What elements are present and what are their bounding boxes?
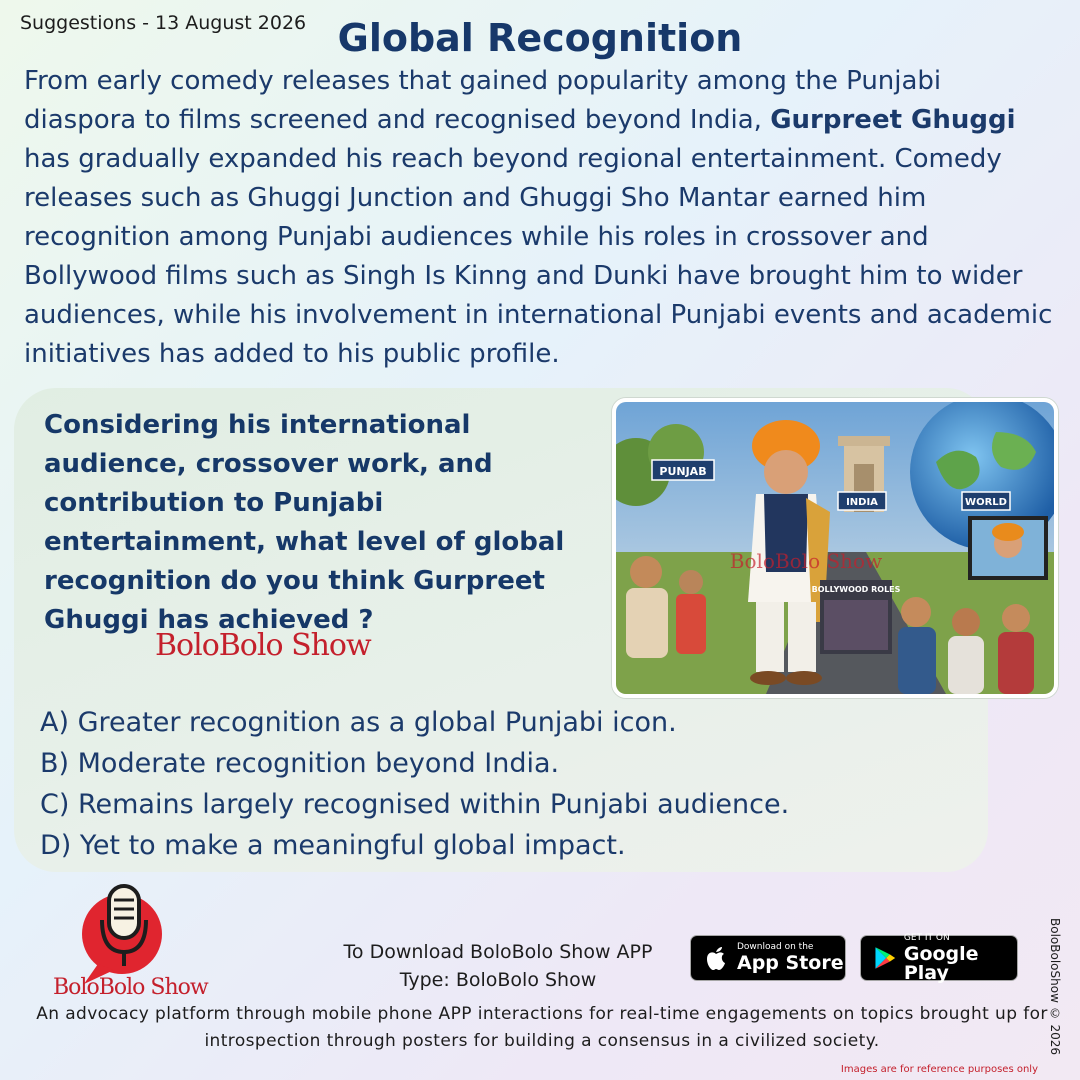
brand-wordmark: BoloBolo Show [155, 628, 371, 663]
option-b[interactable]: B) Moderate recognition beyond India. [40, 748, 560, 779]
option-d[interactable]: D) Yet to make a meaningful global impact. [40, 830, 626, 861]
illustration-artwork [616, 402, 1054, 694]
sign-india: INDIA [846, 497, 878, 508]
illustration-image [612, 398, 1058, 698]
sign-world: WORLD [965, 497, 1007, 508]
google-play-big-text: Google Play [903, 942, 979, 984]
image-watermark: BoloBolo Show [729, 549, 883, 573]
intro-paragraph [24, 62, 1054, 374]
brand-logo-text: BoloBolo Show [53, 975, 208, 1000]
page-title: Global Recognition [337, 16, 743, 60]
google-play-small-text: GET IT ON [903, 932, 950, 943]
option-a[interactable]: A) Greater recognition as a global Punjabi icon. [40, 707, 677, 738]
google-play-icon [871, 943, 898, 973]
answer-options [40, 702, 970, 866]
poll-question: Considering his international audience, crossover work, and contribution to Punjabi entertainment, what level of global recognition do you think Gurpreet Ghuggi has achieved ? [44, 410, 565, 635]
poster-label: BOLLYWOOD ROLES [811, 585, 901, 594]
intro-highlight-name: Gurpreet Ghuggi [770, 105, 1016, 135]
app-store-big-text: App Store [737, 952, 844, 974]
date-label: Suggestions - 13 August 2026 [20, 12, 307, 34]
option-c[interactable]: C) Remains largely recognised within Punjabi audience. [40, 789, 790, 820]
app-store-small-text: Download on the [737, 942, 814, 952]
intro-text-start: From early comedy releases that gained popularity among the Punjabi diaspora to films screened and recognised beyond India, [24, 66, 942, 135]
apple-icon [701, 943, 731, 973]
intro-text-end: has gradually expanded his reach beyond regional entertainment. Comedy releases such as Ghuggi Junction and Ghuggi Sho Mantar earned him recognition among Punjabi audiences while his roles in crossover and Bollywood films such as Singh Is Kinng and Dunki have brought him to wider audiences, while his involvement in international Punjabi events and academic initiatives has added to his public profile. [24, 144, 1053, 369]
sign-punjab: PUNJAB [659, 465, 707, 478]
app-store-button[interactable] [690, 935, 846, 981]
mission-statement: An advocacy platform through mobile phone APP interactions for real-time engagements on topics brought up for introspection through posters for building a consensus in a civilized society. [36, 1004, 1048, 1051]
download-line-1: To Download BoloBolo Show APP [343, 941, 653, 963]
google-play-button[interactable] [860, 932, 1018, 984]
copyright-vertical: BoloBoloShow © 2026 [1048, 918, 1062, 1056]
download-instructions [320, 938, 676, 994]
image-disclaimer: Images are for reference purposes only [840, 1064, 1038, 1075]
download-line-2: Type: BoloBolo Show [399, 969, 597, 991]
